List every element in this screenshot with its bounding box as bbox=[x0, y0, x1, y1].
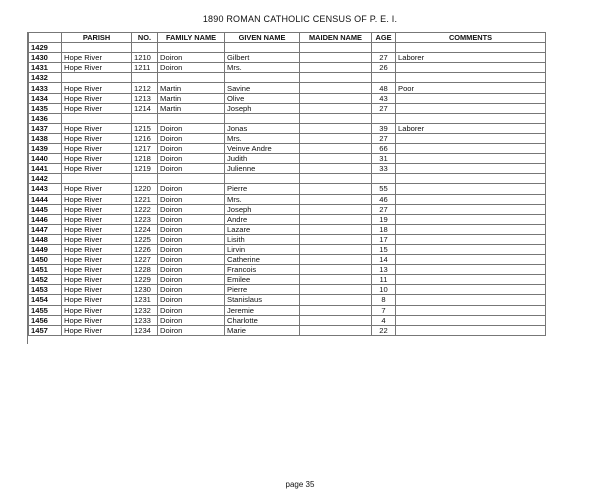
age-cell: 43 bbox=[372, 93, 396, 103]
family-name-cell bbox=[158, 174, 225, 184]
parish-cell bbox=[62, 113, 132, 123]
household-number-cell bbox=[132, 174, 158, 184]
age-cell bbox=[372, 174, 396, 184]
household-number-cell: 1218 bbox=[132, 154, 158, 164]
family-name-cell: Doiron bbox=[158, 285, 225, 295]
maiden-name-cell bbox=[300, 295, 372, 305]
given-name-cell: Pierre bbox=[225, 285, 300, 295]
family-name-cell: Doiron bbox=[158, 224, 225, 234]
family-name-cell: Doiron bbox=[158, 295, 225, 305]
maiden-name-cell bbox=[300, 184, 372, 194]
given-name-cell: Lisith bbox=[225, 234, 300, 244]
given-name-cell: Lirvin bbox=[225, 244, 300, 254]
maiden-name-cell bbox=[300, 315, 372, 325]
parish-cell: Hope River bbox=[62, 265, 132, 275]
given-name-cell: Emilee bbox=[225, 275, 300, 285]
parish-cell bbox=[62, 73, 132, 83]
table-row bbox=[29, 53, 546, 63]
table-row bbox=[29, 295, 546, 305]
family-name-cell bbox=[158, 113, 225, 123]
comments-cell: Laborer bbox=[396, 123, 546, 133]
age-cell: 27 bbox=[372, 204, 396, 214]
age-cell: 7 bbox=[372, 305, 396, 315]
table-row bbox=[29, 103, 546, 113]
family-name-cell: Doiron bbox=[158, 234, 225, 244]
table-row bbox=[29, 144, 546, 154]
comments-cell bbox=[396, 305, 546, 315]
given-name-cell: Catherine bbox=[225, 255, 300, 265]
maiden-name-cell bbox=[300, 103, 372, 113]
parish-cell: Hope River bbox=[62, 204, 132, 214]
given-name-cell: Marie bbox=[225, 325, 300, 335]
family-name-cell: Doiron bbox=[158, 164, 225, 174]
comments-cell bbox=[396, 325, 546, 335]
parish-cell: Hope River bbox=[62, 154, 132, 164]
household-number-cell: 1226 bbox=[132, 244, 158, 254]
maiden-name-cell bbox=[300, 113, 372, 123]
family-name-cell: Doiron bbox=[158, 63, 225, 73]
parish-cell bbox=[62, 43, 132, 53]
given-name-cell bbox=[225, 73, 300, 83]
given-name-cell: Lazare bbox=[225, 224, 300, 234]
row-number-cell: 1456 bbox=[29, 315, 62, 325]
family-name-cell: Doiron bbox=[158, 133, 225, 143]
comments-cell bbox=[396, 133, 546, 143]
age-cell: 22 bbox=[372, 325, 396, 335]
household-number-cell: 1219 bbox=[132, 164, 158, 174]
table-row bbox=[29, 255, 546, 265]
row-number-cell: 1457 bbox=[29, 325, 62, 335]
parish-cell: Hope River bbox=[62, 234, 132, 244]
row-number-cell: 1452 bbox=[29, 275, 62, 285]
household-number-cell: 1216 bbox=[132, 133, 158, 143]
household-number-cell: 1211 bbox=[132, 63, 158, 73]
header-maiden-name: MAIDEN NAME bbox=[300, 33, 372, 43]
table-row bbox=[29, 174, 546, 184]
household-number-cell: 1229 bbox=[132, 275, 158, 285]
age-cell bbox=[372, 113, 396, 123]
age-cell: 10 bbox=[372, 285, 396, 295]
comments-cell: Poor bbox=[396, 83, 546, 93]
parish-cell: Hope River bbox=[62, 63, 132, 73]
age-cell: 55 bbox=[372, 184, 396, 194]
comments-cell bbox=[396, 214, 546, 224]
parish-cell: Hope River bbox=[62, 275, 132, 285]
parish-cell: Hope River bbox=[62, 325, 132, 335]
comments-cell bbox=[396, 63, 546, 73]
row-number-cell: 1434 bbox=[29, 93, 62, 103]
table-header-row bbox=[29, 33, 546, 43]
household-number-cell: 1233 bbox=[132, 315, 158, 325]
age-cell bbox=[372, 73, 396, 83]
comments-cell bbox=[396, 184, 546, 194]
given-name-cell: Jonas bbox=[225, 123, 300, 133]
row-number-cell: 1436 bbox=[29, 113, 62, 123]
age-cell: 33 bbox=[372, 164, 396, 174]
table-row bbox=[29, 325, 546, 335]
household-number-cell: 1234 bbox=[132, 325, 158, 335]
family-name-cell bbox=[158, 73, 225, 83]
comments-cell bbox=[396, 265, 546, 275]
given-name-cell: Olive bbox=[225, 93, 300, 103]
table-row bbox=[29, 214, 546, 224]
family-name-cell: Doiron bbox=[158, 144, 225, 154]
given-name-cell: Julienne bbox=[225, 164, 300, 174]
comments-cell bbox=[396, 113, 546, 123]
maiden-name-cell bbox=[300, 154, 372, 164]
parish-cell: Hope River bbox=[62, 285, 132, 295]
table-row bbox=[29, 244, 546, 254]
family-name-cell: Martin bbox=[158, 103, 225, 113]
parish-cell: Hope River bbox=[62, 295, 132, 305]
table-row bbox=[29, 63, 546, 73]
maiden-name-cell bbox=[300, 93, 372, 103]
family-name-cell bbox=[158, 43, 225, 53]
given-name-cell: Gilbert bbox=[225, 53, 300, 63]
row-number-cell: 1432 bbox=[29, 73, 62, 83]
maiden-name-cell bbox=[300, 325, 372, 335]
parish-cell: Hope River bbox=[62, 224, 132, 234]
comments-cell bbox=[396, 244, 546, 254]
table-row bbox=[29, 234, 546, 244]
household-number-cell bbox=[132, 43, 158, 53]
household-number-cell: 1213 bbox=[132, 93, 158, 103]
family-name-cell: Doiron bbox=[158, 315, 225, 325]
page-title: 1890 ROMAN CATHOLIC CENSUS OF P. E. I. bbox=[202, 14, 398, 24]
household-number-cell bbox=[132, 73, 158, 83]
parish-cell: Hope River bbox=[62, 214, 132, 224]
census-table bbox=[28, 32, 546, 336]
row-number-cell: 1444 bbox=[29, 194, 62, 204]
comments-cell bbox=[396, 255, 546, 265]
age-cell: 31 bbox=[372, 154, 396, 164]
age-cell: 17 bbox=[372, 234, 396, 244]
household-number-cell: 1212 bbox=[132, 83, 158, 93]
given-name-cell: Mrs. bbox=[225, 63, 300, 73]
row-number-cell: 1437 bbox=[29, 123, 62, 133]
given-name-cell bbox=[225, 43, 300, 53]
maiden-name-cell bbox=[300, 83, 372, 93]
comments-cell bbox=[396, 93, 546, 103]
parish-cell: Hope River bbox=[62, 164, 132, 174]
age-cell: 19 bbox=[372, 214, 396, 224]
comments-cell bbox=[396, 103, 546, 113]
comments-cell bbox=[396, 73, 546, 83]
table-row bbox=[29, 204, 546, 214]
parish-cell: Hope River bbox=[62, 144, 132, 154]
family-name-cell: Doiron bbox=[158, 255, 225, 265]
given-name-cell: Jeremie bbox=[225, 305, 300, 315]
age-cell: 14 bbox=[372, 255, 396, 265]
comments-cell bbox=[396, 234, 546, 244]
age-cell: 66 bbox=[372, 144, 396, 154]
age-cell bbox=[372, 43, 396, 53]
given-name-cell: Joseph bbox=[225, 103, 300, 113]
family-name-cell: Doiron bbox=[158, 184, 225, 194]
maiden-name-cell bbox=[300, 53, 372, 63]
age-cell: 11 bbox=[372, 275, 396, 285]
row-number-cell: 1438 bbox=[29, 133, 62, 143]
parish-cell: Hope River bbox=[62, 133, 132, 143]
row-number-cell: 1451 bbox=[29, 265, 62, 275]
maiden-name-cell bbox=[300, 285, 372, 295]
table-row bbox=[29, 315, 546, 325]
row-number-cell: 1449 bbox=[29, 244, 62, 254]
header-comments: COMMENTS bbox=[396, 33, 546, 43]
family-name-cell: Doiron bbox=[158, 275, 225, 285]
table-row bbox=[29, 123, 546, 133]
household-number-cell: 1230 bbox=[132, 285, 158, 295]
table-row bbox=[29, 194, 546, 204]
maiden-name-cell bbox=[300, 63, 372, 73]
parish-cell: Hope River bbox=[62, 83, 132, 93]
family-name-cell: Martin bbox=[158, 93, 225, 103]
table-row bbox=[29, 73, 546, 83]
table-row bbox=[29, 93, 546, 103]
header-age: AGE bbox=[372, 33, 396, 43]
table-row bbox=[29, 305, 546, 315]
table-row bbox=[29, 133, 546, 143]
comments-cell bbox=[396, 315, 546, 325]
age-cell: 27 bbox=[372, 133, 396, 143]
household-number-cell: 1215 bbox=[132, 123, 158, 133]
maiden-name-cell bbox=[300, 164, 372, 174]
given-name-cell: Stanislaus bbox=[225, 295, 300, 305]
table-row bbox=[29, 154, 546, 164]
family-name-cell: Doiron bbox=[158, 265, 225, 275]
row-number-cell: 1435 bbox=[29, 103, 62, 113]
age-cell: 8 bbox=[372, 295, 396, 305]
header-no: NO. bbox=[132, 33, 158, 43]
parish-cell: Hope River bbox=[62, 255, 132, 265]
page-number: page 35 bbox=[285, 480, 315, 489]
row-number-cell: 1450 bbox=[29, 255, 62, 265]
given-name-cell: Pierre bbox=[225, 184, 300, 194]
table-row bbox=[29, 83, 546, 93]
given-name-cell: Francois bbox=[225, 265, 300, 275]
comments-cell bbox=[396, 285, 546, 295]
row-number-cell: 1441 bbox=[29, 164, 62, 174]
given-name-cell: Andre bbox=[225, 214, 300, 224]
row-number-cell: 1433 bbox=[29, 83, 62, 93]
row-number-cell: 1439 bbox=[29, 144, 62, 154]
table-row bbox=[29, 43, 546, 53]
header-given-name: GIVEN NAME bbox=[225, 33, 300, 43]
comments-cell bbox=[396, 174, 546, 184]
age-cell: 26 bbox=[372, 63, 396, 73]
parish-cell bbox=[62, 174, 132, 184]
age-cell: 27 bbox=[372, 53, 396, 63]
comments-cell bbox=[396, 164, 546, 174]
row-number-cell: 1446 bbox=[29, 214, 62, 224]
table-row bbox=[29, 164, 546, 174]
age-cell: 39 bbox=[372, 123, 396, 133]
maiden-name-cell bbox=[300, 43, 372, 53]
maiden-name-cell bbox=[300, 255, 372, 265]
row-number-cell: 1455 bbox=[29, 305, 62, 315]
family-name-cell: Doiron bbox=[158, 204, 225, 214]
family-name-cell: Martin bbox=[158, 83, 225, 93]
age-cell: 18 bbox=[372, 224, 396, 234]
family-name-cell: Doiron bbox=[158, 305, 225, 315]
comments-cell bbox=[396, 295, 546, 305]
parish-cell: Hope River bbox=[62, 315, 132, 325]
household-number-cell: 1217 bbox=[132, 144, 158, 154]
parish-cell: Hope River bbox=[62, 93, 132, 103]
age-cell: 13 bbox=[372, 265, 396, 275]
household-number-cell: 1225 bbox=[132, 234, 158, 244]
maiden-name-cell bbox=[300, 123, 372, 133]
household-number-cell: 1224 bbox=[132, 224, 158, 234]
comments-cell bbox=[396, 224, 546, 234]
family-name-cell: Doiron bbox=[158, 123, 225, 133]
row-number-cell: 1445 bbox=[29, 204, 62, 214]
row-number-cell: 1440 bbox=[29, 154, 62, 164]
given-name-cell: Veinve Andre bbox=[225, 144, 300, 154]
comments-cell bbox=[396, 275, 546, 285]
household-number-cell: 1214 bbox=[132, 103, 158, 113]
parish-cell: Hope River bbox=[62, 305, 132, 315]
family-name-cell: Doiron bbox=[158, 154, 225, 164]
given-name-cell: Joseph bbox=[225, 204, 300, 214]
maiden-name-cell bbox=[300, 214, 372, 224]
row-number-cell: 1431 bbox=[29, 63, 62, 73]
row-number-cell: 1448 bbox=[29, 234, 62, 244]
table-row bbox=[29, 184, 546, 194]
given-name-cell bbox=[225, 113, 300, 123]
household-number-cell: 1228 bbox=[132, 265, 158, 275]
maiden-name-cell bbox=[300, 73, 372, 83]
family-name-cell: Doiron bbox=[158, 53, 225, 63]
given-name-cell: Mrs. bbox=[225, 194, 300, 204]
parish-cell: Hope River bbox=[62, 194, 132, 204]
row-number-cell: 1430 bbox=[29, 53, 62, 63]
given-name-cell: Judith bbox=[225, 154, 300, 164]
age-cell: 15 bbox=[372, 244, 396, 254]
parish-cell: Hope River bbox=[62, 244, 132, 254]
maiden-name-cell bbox=[300, 265, 372, 275]
household-number-cell bbox=[132, 113, 158, 123]
maiden-name-cell bbox=[300, 144, 372, 154]
given-name-cell bbox=[225, 174, 300, 184]
age-cell: 27 bbox=[372, 103, 396, 113]
household-number-cell: 1222 bbox=[132, 204, 158, 214]
given-name-cell: Mrs. bbox=[225, 133, 300, 143]
comments-cell: Laborer bbox=[396, 53, 546, 63]
table-row bbox=[29, 285, 546, 295]
header-row-number bbox=[29, 33, 62, 43]
header-family-name: FAMILY NAME bbox=[158, 33, 225, 43]
maiden-name-cell bbox=[300, 224, 372, 234]
household-number-cell: 1232 bbox=[132, 305, 158, 315]
family-name-cell: Doiron bbox=[158, 194, 225, 204]
household-number-cell: 1227 bbox=[132, 255, 158, 265]
parish-cell: Hope River bbox=[62, 184, 132, 194]
comments-cell bbox=[396, 154, 546, 164]
maiden-name-cell bbox=[300, 204, 372, 214]
given-name-cell: Savine bbox=[225, 83, 300, 93]
row-number-cell: 1429 bbox=[29, 43, 62, 53]
comments-cell bbox=[396, 204, 546, 214]
household-number-cell: 1220 bbox=[132, 184, 158, 194]
comments-cell bbox=[396, 194, 546, 204]
age-cell: 4 bbox=[372, 315, 396, 325]
row-number-cell: 1443 bbox=[29, 184, 62, 194]
age-cell: 46 bbox=[372, 194, 396, 204]
age-cell: 48 bbox=[372, 83, 396, 93]
household-number-cell: 1210 bbox=[132, 53, 158, 63]
row-number-cell: 1454 bbox=[29, 295, 62, 305]
household-number-cell: 1221 bbox=[132, 194, 158, 204]
parish-cell: Hope River bbox=[62, 53, 132, 63]
row-number-cell: 1442 bbox=[29, 174, 62, 184]
maiden-name-cell bbox=[300, 234, 372, 244]
maiden-name-cell bbox=[300, 244, 372, 254]
comments-cell bbox=[396, 144, 546, 154]
header-parish: PARISH bbox=[62, 33, 132, 43]
row-number-cell: 1447 bbox=[29, 224, 62, 234]
maiden-name-cell bbox=[300, 133, 372, 143]
table-row bbox=[29, 275, 546, 285]
given-name-cell: Charlotte bbox=[225, 315, 300, 325]
family-name-cell: Doiron bbox=[158, 244, 225, 254]
table-row bbox=[29, 113, 546, 123]
table-row bbox=[29, 265, 546, 275]
family-name-cell: Doiron bbox=[158, 325, 225, 335]
maiden-name-cell bbox=[300, 305, 372, 315]
household-number-cell: 1231 bbox=[132, 295, 158, 305]
maiden-name-cell bbox=[300, 174, 372, 184]
comments-cell bbox=[396, 43, 546, 53]
row-number-cell: 1453 bbox=[29, 285, 62, 295]
table-row bbox=[29, 224, 546, 234]
parish-cell: Hope River bbox=[62, 103, 132, 113]
parish-cell: Hope River bbox=[62, 123, 132, 133]
household-number-cell: 1223 bbox=[132, 214, 158, 224]
family-name-cell: Doiron bbox=[158, 214, 225, 224]
maiden-name-cell bbox=[300, 194, 372, 204]
maiden-name-cell bbox=[300, 275, 372, 285]
